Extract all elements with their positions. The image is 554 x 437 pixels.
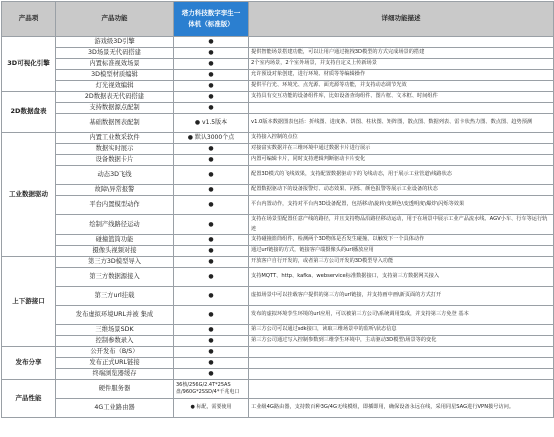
feature-cell: 三维场景SDK xyxy=(56,325,174,336)
support-mark: ● xyxy=(174,144,249,155)
table-row xyxy=(2,347,554,358)
support-mark: ● xyxy=(174,70,249,81)
feature-cell: 4G工业路由器 xyxy=(56,399,174,418)
desc-cell xyxy=(249,347,554,358)
desc-cell: 第三方公司通过写入控制参数到三维孪生环境中，主动驱动3D模型\场景等的变化 xyxy=(249,336,554,347)
table-row xyxy=(2,48,554,59)
table-row xyxy=(2,246,554,257)
feature-cell: 2D数据表无代码搭建 xyxy=(56,92,174,103)
support-mark: 36核/256G/2.4T*25AS盘/960G*2SSD/4*千兆电口 xyxy=(174,380,249,399)
support-mark: ● xyxy=(174,37,249,48)
feature-cell: 内置工业数采软件 xyxy=(56,133,174,144)
table-row xyxy=(2,399,554,418)
feature-cell: 基础数据图表配制 xyxy=(56,114,174,133)
support-mark: ● xyxy=(174,166,249,185)
desc-cell: 内置可编辑卡片，同时支持逻辑判断驱动卡片变化 xyxy=(249,155,554,166)
header-product-version: 塔力科技数字孪生一 体机（标准版） xyxy=(174,2,249,37)
table-row xyxy=(2,306,554,325)
support-mark: ● xyxy=(174,185,249,196)
category-2d-dashboard: 2D数据盘表 xyxy=(2,92,56,133)
support-mark: ● xyxy=(174,92,249,103)
support-mark: ● xyxy=(174,215,249,235)
header-product-function: 产品功能 xyxy=(56,2,174,37)
header-product-item: 产品项 xyxy=(2,2,56,37)
feature-cell: 平台内置模型动作 xyxy=(56,196,174,215)
table-row xyxy=(2,144,554,155)
table-row xyxy=(2,133,554,144)
support-mark: ● xyxy=(174,306,249,325)
desc-cell: 2个室内场景，2个室外场景，并支持自定义上传新场景 xyxy=(249,59,554,70)
feature-cell: 第三方数据源接入 xyxy=(56,268,174,287)
feature-cell: 第三方url挂载 xyxy=(56,287,174,306)
support-mark: ● xyxy=(174,358,249,369)
support-mark: ● xyxy=(174,287,249,306)
header-detail-desc: 详细功能描述 xyxy=(249,2,554,37)
desc-cell: 支持碰撞篮筒组件，检测两个3D物体是否发生碰撞，以触发下一个具体动作 xyxy=(249,235,554,246)
feature-cell: 碰撞篮筒功能 xyxy=(56,235,174,246)
support-mark: ● xyxy=(174,103,249,114)
table-row xyxy=(2,257,554,268)
desc-cell: 配置数据驱动下的设备报警灯、动态效果、闪烁、颜色报警等展示工业设备的状态 xyxy=(249,185,554,196)
table-row xyxy=(2,81,554,92)
support-mark: ● xyxy=(174,59,249,70)
support-mark: ● xyxy=(174,48,249,59)
desc-cell: 提供智能场景搭建功能，可以让用户通过拖拽3D模型的方式完成场景的搭建 xyxy=(249,48,554,59)
desc-cell: 工业级4G路由器，支持数百种3G/4G无线模组，即插即用，确保设备永远在线，采用同星SAG进行VPN拨号访问。 xyxy=(249,399,554,418)
desc-cell: 支持具有交互功能的设备组件库，比如设备查询组件、图片框、文本框、时间组件 xyxy=(249,92,554,103)
table-row xyxy=(2,215,554,235)
desc-cell: 对接富实数据并在三维环境中通过数据卡片进行展示 xyxy=(249,144,554,155)
table-row xyxy=(2,369,554,380)
desc-cell xyxy=(249,358,554,369)
table-row xyxy=(2,196,554,215)
table-row xyxy=(2,92,554,103)
feature-cell: 3D模型材质编辑 xyxy=(56,70,174,81)
feature-cell: 支持数据源点配制 xyxy=(56,103,174,114)
feature-cell: 内置标准视效场景 xyxy=(56,59,174,70)
feature-cell: 动态3D飞线 xyxy=(56,166,174,185)
feature-cell: 发布正式URL链接 xyxy=(56,358,174,369)
table-row xyxy=(2,268,554,287)
table-row xyxy=(2,114,554,133)
category-performance: 产品性能 xyxy=(2,380,56,418)
desc-cell: 平台内置动作，支持对平台内3D设备配置，包括移动\旋转\变颜色\变透明度\爆炸\闪烁等效果 xyxy=(249,196,554,215)
feature-cell: 公开发布（B/S） xyxy=(56,347,174,358)
desc-cell: 配置3D模式的飞线效果，支持配置数据驱动下的飞线动态，用于展示工业管道\线路状态 xyxy=(249,166,554,185)
support-mark: ● xyxy=(174,336,249,347)
desc-cell xyxy=(249,369,554,380)
desc-cell: 支持在场景里配置任意产线的路径，并且支持物品沿路径移动运动，用于在场景中展示工业产品流水线、AGV小车、行车等运行轨迹 xyxy=(249,215,554,235)
feature-cell: 设备数据卡片 xyxy=(56,155,174,166)
feature-cell: 终端浏览器缓存 xyxy=(56,369,174,380)
desc-cell: 通过url链接的方式，链接客户端摄像头的url播放应用 xyxy=(249,246,554,257)
support-mark: ● 默认3000个点 xyxy=(174,133,249,144)
table-row xyxy=(2,358,554,369)
desc-cell: 提供平行光、环境光、点光源、面光源等功能，并支持动态调节光效 xyxy=(249,81,554,92)
support-mark: ● xyxy=(174,196,249,215)
feature-cell: 数据实时展示 xyxy=(56,144,174,155)
support-mark: ● v1.5版本 xyxy=(174,114,249,133)
feature-cell: 灯光视效编辑 xyxy=(56,81,174,92)
support-mark: ● xyxy=(174,246,249,257)
support-mark: ● 标配，需要使用 xyxy=(174,399,249,418)
table-row xyxy=(2,37,554,48)
table-row xyxy=(2,103,554,114)
desc-cell: 支持MQTT、http、kafka、webservice标准数据接口，支持第三方数据网关接入 xyxy=(249,268,554,287)
category-industrial-data: 工业数据驱动 xyxy=(2,133,56,257)
feature-cell: 绘制产线路径运动 xyxy=(56,215,174,235)
desc-cell xyxy=(249,380,554,399)
feature-table xyxy=(1,1,554,418)
feature-cell: 硬件服务器 xyxy=(56,380,174,399)
support-mark: ● xyxy=(174,347,249,358)
desc-cell: 开放客户自行开发的，或者第三方公司开发的3D模型导入功能 xyxy=(249,257,554,268)
table-row xyxy=(2,166,554,185)
feature-cell: 控制参数录入 xyxy=(56,336,174,347)
feature-cell: 故障\异常报警 xyxy=(56,185,174,196)
table-row xyxy=(2,70,554,81)
desc-cell: 支持接入控制的点位 xyxy=(249,133,554,144)
feature-cell: 游戏级3D引擎 xyxy=(56,37,174,48)
category-publish-share: 发布分享 xyxy=(2,347,56,380)
desc-cell: 虚拟场景中可以挂载客户提供的第三方的url链接，并支持画中画\新页面的方式打开 xyxy=(249,287,554,306)
table-header-row xyxy=(2,2,554,37)
desc-cell: v1.0版本数据图表包括：折线图、进度条、饼图、柱状图、矩阵图，散点图、数据列表、雷卡状热力图、数点图、趋势预测 xyxy=(249,114,554,133)
desc-cell: 允许预设对象创建，进行环境、材质等等编辑操作 xyxy=(249,70,554,81)
feature-cell: 3D场景无代码搭建 xyxy=(56,48,174,59)
desc-cell xyxy=(249,103,554,114)
desc-cell: 第三方公司可以通过sdk接口，读取三维场景中的监听\状态信息 xyxy=(249,325,554,336)
support-mark: ● xyxy=(174,257,249,268)
feature-cell: 摄像头视频对接 xyxy=(56,246,174,257)
feature-cell: 发布虚拟环境URL并被 集成 xyxy=(56,306,174,325)
table-row xyxy=(2,185,554,196)
table-row xyxy=(2,59,554,70)
table-row xyxy=(2,155,554,166)
support-mark: ● xyxy=(174,81,249,92)
category-3d-engine: 3D可视化引擎 xyxy=(2,37,56,92)
support-mark: ● xyxy=(174,235,249,246)
desc-cell: 发布的虚拟环境孪生环境的url应用，可以被第三方公司\系统调用集成，并支持第三方免登 基本 xyxy=(249,306,554,325)
support-mark: ● xyxy=(174,369,249,380)
table-row xyxy=(2,287,554,306)
table-row xyxy=(2,235,554,246)
table-row xyxy=(2,336,554,347)
support-mark: ● xyxy=(174,325,249,336)
support-mark: ● xyxy=(174,268,249,287)
desc-cell xyxy=(249,37,554,48)
feature-cell: 第三方3D模型导入 xyxy=(56,257,174,268)
category-interfaces: 上下游接口 xyxy=(2,257,56,347)
table-row xyxy=(2,325,554,336)
support-mark: ● xyxy=(174,155,249,166)
table-row xyxy=(2,380,554,399)
